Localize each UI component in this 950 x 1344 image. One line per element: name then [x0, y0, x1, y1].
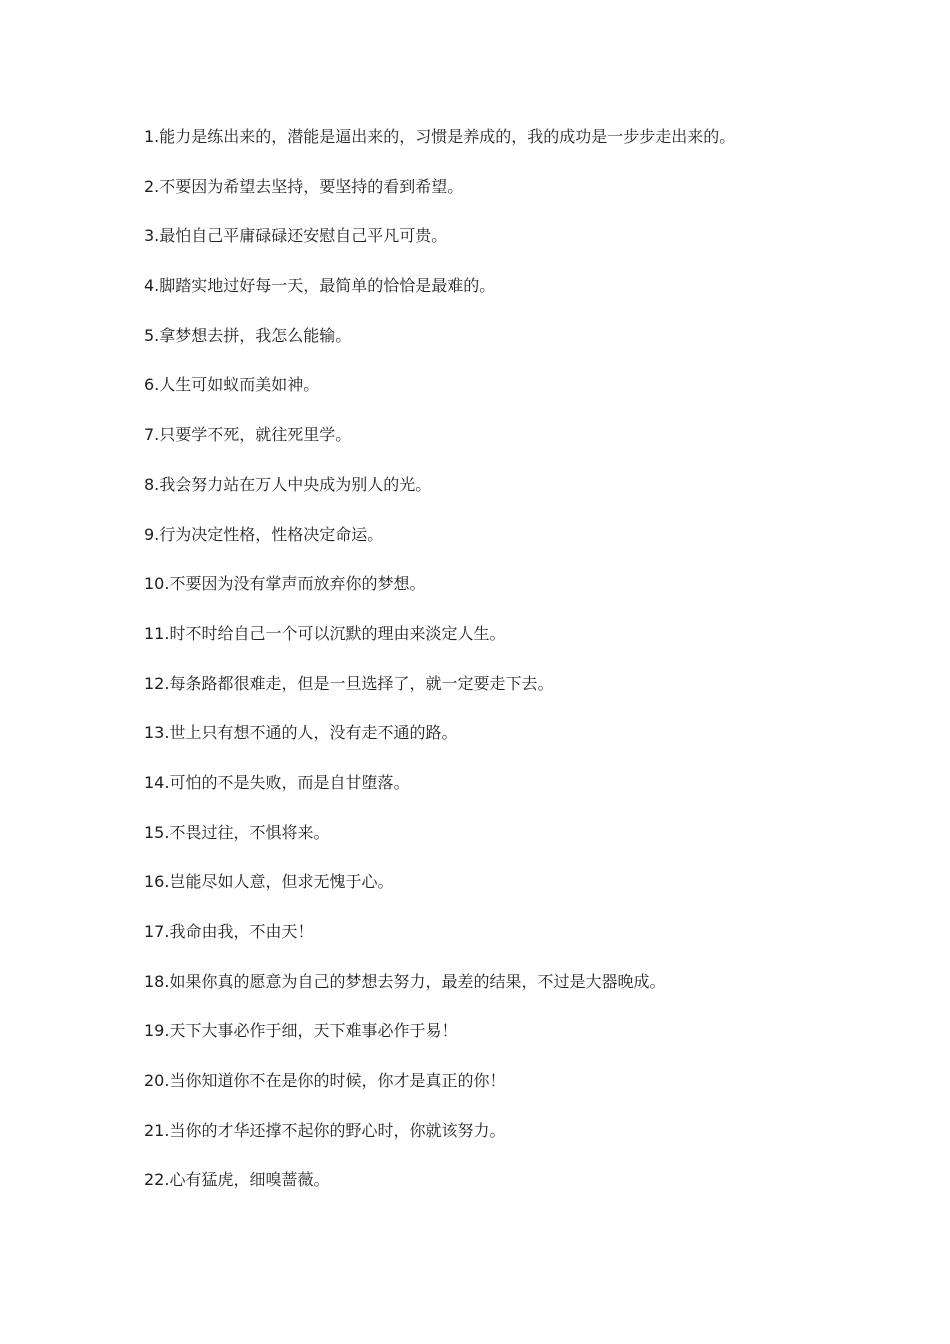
- quote-item: 1.能力是练出来的，潜能是逼出来的，习惯是养成的，我的成功是一步步走出来的。: [144, 127, 736, 146]
- quote-item: 14.可怕的不是失败，而是自甘堕落。: [144, 772, 410, 792]
- quote-item: 5.拿梦想去拼，我怎么能输。: [144, 325, 352, 345]
- quote-item: 22.心有猛虎，细嗅蔷薇。: [144, 1170, 330, 1190]
- quote-item: 12.每条路都很难走，但是一旦选择了，就一定要走下去。: [144, 673, 554, 693]
- quote-item: 3.最怕自己平庸碌碌还安慰自己平凡可贵。: [144, 226, 448, 246]
- quote-item: 10.不要因为没有掌声而放弃你的梦想。: [144, 574, 426, 594]
- quote-item: 7.只要学不死，就往死里学。: [144, 425, 352, 445]
- quote-item: 9.行为决定性格，性格决定命运。: [144, 524, 384, 544]
- quote-item: 2.不要因为希望去坚持，要坚持的看到希望。: [144, 176, 464, 196]
- quote-item: 8.我会努力站在万人中央成为别人的光。: [144, 474, 432, 494]
- quote-item: 18.如果你真的愿意为自己的梦想去努力，最差的结果，不过是大器晚成。: [144, 971, 666, 991]
- quote-list: [144, 126, 924, 1219]
- quote-item: 13.世上只有想不通的人，没有走不通的路。: [144, 723, 458, 743]
- quote-item: 16.岂能尽如人意，但求无愧于心。: [144, 872, 394, 892]
- quote-item: 15.不畏过往，不惧将来。: [144, 822, 330, 842]
- quote-item: 19.天下大事必作于细，天下难事必作于易！: [144, 1021, 458, 1041]
- quote-item: 6.人生可如蚁而美如神。: [144, 375, 320, 395]
- quote-item: 17.我命由我，不由天！: [144, 922, 314, 941]
- quote-item: 21.当你的才华还撑不起你的野心时，你就该努力。: [144, 1120, 506, 1140]
- quote-item: 4.脚踏实地过好每一天，最简单的恰恰是最难的。: [144, 276, 496, 296]
- quote-item: 20.当你知道你不在是你的时候，你才是真正的你！: [144, 1071, 506, 1091]
- quote-item: 11.时不时给自己一个可以沉默的理由来淡定人生。: [144, 623, 506, 643]
